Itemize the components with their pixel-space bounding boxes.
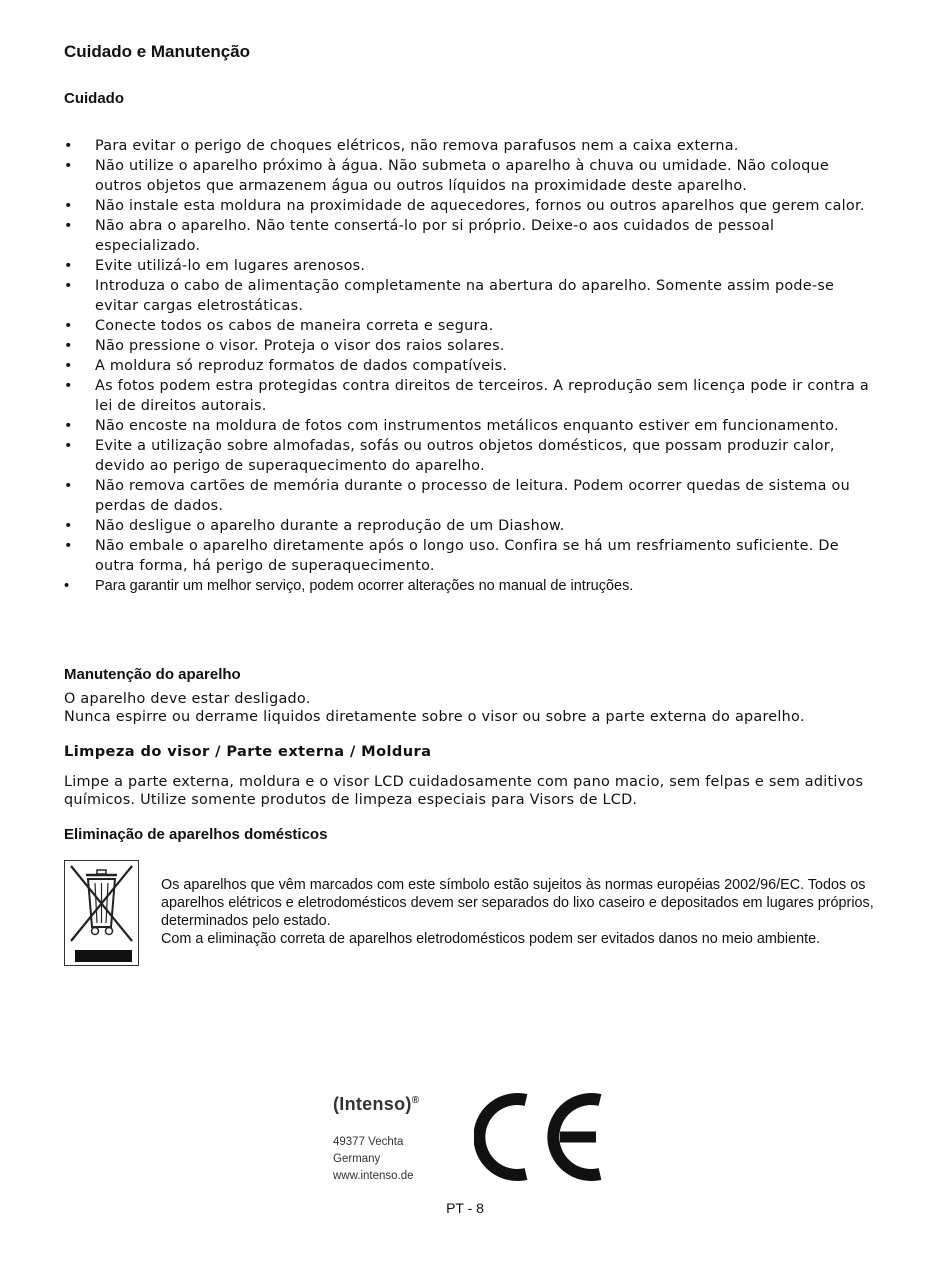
list-item: • Evite utilizá-lo em lugares arenosos. bbox=[64, 256, 874, 276]
brand-address bbox=[333, 1134, 419, 1185]
registered-mark: ® bbox=[411, 1095, 420, 1106]
ce-mark-icon bbox=[474, 1090, 608, 1184]
list-item: • Evite a utilização sobre almofadas, sofás ou outros objetos domésticos, que possam produzir calor, devido ao perigo de superaquecimento do aparelho. bbox=[64, 436, 874, 476]
cleaning-heading: Limpeza do visor / Parte externa / Moldura bbox=[64, 743, 432, 760]
maintenance-heading: Manutenção do aparelho bbox=[64, 666, 241, 683]
list-item: • Introduza o cabo de alimentação completamente na abertura do aparelho. Somente assim pode-se evitar cargas eletrostáticas. bbox=[64, 276, 874, 316]
disposal-heading: Eliminação de aparelhos domésticos bbox=[64, 826, 328, 843]
address-line: 49377 Vechta bbox=[333, 1136, 404, 1148]
list-item: • As fotos podem estra protegidas contra direitos de terceiros. A reprodução sem licença pode ir contra a lei de direitos autorais. bbox=[64, 376, 874, 416]
list-item: • Para garantir um melhor serviço, podem ocorrer alterações no manual de intruções. bbox=[64, 576, 874, 596]
brand-logo bbox=[333, 1094, 419, 1115]
list-item: • Não abra o aparelho. Não tente consertá-lo por si próprio. Deixe-o aos cuidados de pessoal especializado. bbox=[64, 216, 874, 256]
address-line: Germany bbox=[333, 1153, 381, 1165]
list-item: • Não utilize o aparelho próximo à água. Não submeta o aparelho à chuva ou umidade. Não coloque outros objetos que armazenem água ou outros líquidos na proximidade deste aparelho. bbox=[64, 156, 874, 196]
disposal-paragraph: Os aparelhos que vêm marcados com este símbolo estão sujeitos às normas européias 2002/96/EC. Todos os aparelhos elétricos e eletrodomésticos devem ser separados do lixo caseiro e depositados em lugares próprios, determinados pelo estado. bbox=[161, 877, 874, 929]
maintenance-line: O aparelho deve estar desligado. bbox=[64, 691, 311, 707]
website-text: www.intenso.de bbox=[333, 1170, 414, 1182]
maintenance-text bbox=[64, 690, 884, 726]
list-item: • Não encoste na moldura de fotos com instrumentos metálicos enquanto estiver em funcionamento. bbox=[64, 416, 874, 436]
list-item: • Não remova cartões de memória durante o processo de leitura. Podem ocorrer quedas de sistema ou perdas de dados. bbox=[64, 476, 874, 516]
list-item: • Para evitar o perigo de choques elétricos, não remova parafusos nem a caixa externa. bbox=[64, 136, 874, 156]
list-item: • Não embale o aparelho diretamente após o longo uso. Confira se há um resfriamento suficiente. De outra forma, há perigo de superaquecimento. bbox=[64, 536, 874, 576]
disposal-paragraph: Com a eliminação correta de aparelhos eletrodomésticos podem ser evitados danos no meio ambiente. bbox=[161, 931, 821, 947]
list-item: • Não pressione o visor. Proteja o visor dos raios solares. bbox=[64, 336, 874, 356]
list-item: • A moldura só reproduz formatos de dados compatíveis. bbox=[64, 356, 874, 376]
page-number: PT - 8 bbox=[446, 1200, 484, 1216]
page-title: Cuidado e Manutenção bbox=[64, 42, 251, 61]
maintenance-line: Nunca espirre ou derrame liquidos diretamente sobre o visor ou sobre a parte externa do aparelho. bbox=[64, 709, 805, 725]
list-item: • Não desligue o aparelho durante a reprodução de um Diashow. bbox=[64, 516, 874, 536]
brand-logo-text: (Intenso) bbox=[333, 1094, 412, 1114]
brand-block bbox=[333, 1094, 419, 1185]
care-heading: Cuidado bbox=[64, 90, 124, 107]
weee-crossed-bin-icon bbox=[64, 860, 139, 966]
cleaning-text: Limpe a parte externa, moldura e o visor LCD cuidadosamente com pano macio, sem felpas e sem aditivos químicos. Utilize somente produtos de limpeza especiais para Visors de LCD. bbox=[64, 774, 864, 808]
list-item: • Conecte todos os cabos de maneira correta e segura. bbox=[64, 316, 874, 336]
list-item: • Não instale esta moldura na proximidade de aquecedores, fornos ou outros aparelhos que gerem calor. bbox=[64, 196, 874, 216]
care-list bbox=[64, 136, 874, 596]
disposal-text bbox=[161, 876, 881, 948]
